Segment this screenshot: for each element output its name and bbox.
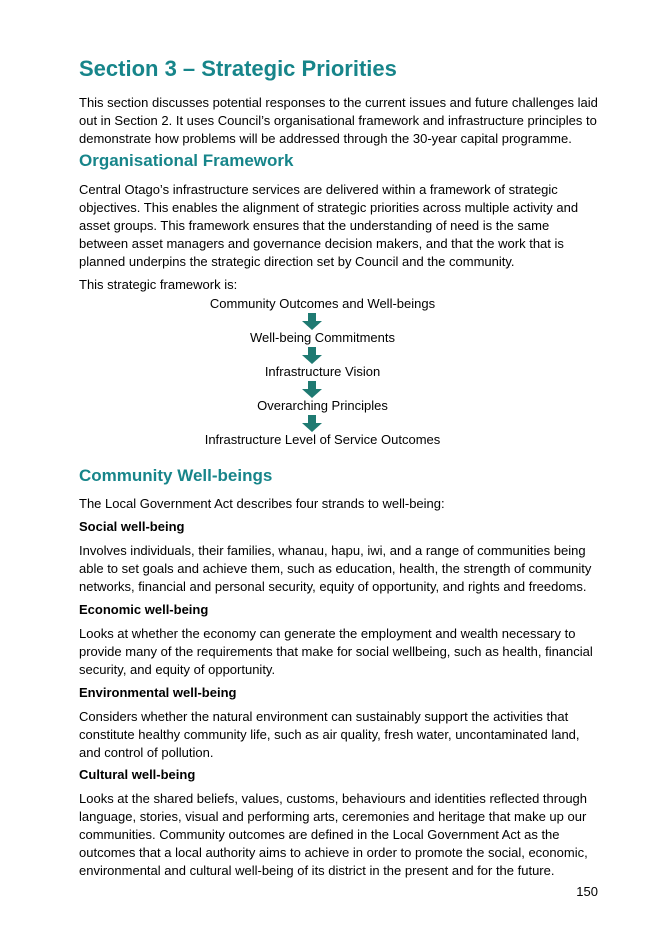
cultural-wellbeing-heading: Cultural well-being (79, 767, 196, 782)
down-arrow-icon (302, 415, 322, 432)
intro-line: out in Section 2. It uses Council’s organisational framework and infrastructure principles to (79, 113, 597, 128)
social-wellbeing-heading: Social well-being (79, 519, 185, 534)
down-arrow-icon (302, 313, 322, 330)
down-arrow-icon (302, 381, 322, 398)
environmental-wellbeing-line: Considers whether the natural environment can sustainably support the activities that (79, 709, 569, 724)
economic-wellbeing-heading: Economic well-being (79, 602, 209, 617)
environmental-wellbeing-heading: Environmental well-being (79, 685, 237, 700)
social-wellbeing-line: Involves individuals, their families, whanau, hapu, iwi, and a range of communities being (79, 543, 586, 558)
flow-step-wellbeing-commitments: Well-being Commitments (250, 330, 395, 345)
environmental-wellbeing-line: constitute healthy community life, such as air quality, fresh water, uncontaminated land, (79, 727, 580, 742)
intro-line: This section discusses potential responses to the current issues and future challenges laid (79, 95, 598, 110)
social-wellbeing-line: able to set goals and achieve them, such as education, health, the strength of community (79, 561, 592, 576)
flow-step-level-of-service-outcomes: Infrastructure Level of Service Outcomes (204, 432, 441, 447)
framework-lead-in: This strategic framework is: (79, 277, 238, 292)
economic-wellbeing-line: security, and equity of opportunity. (79, 662, 276, 677)
community-wellbeings-heading: Community Well-beings (79, 466, 273, 485)
cultural-wellbeing-line: communities. Community outcomes are defined in the Local Government Act as the (79, 827, 560, 842)
framework-body-line: asset groups. This framework ensures that the understanding of need is the same (79, 218, 550, 233)
flow-step-overarching-principles: Overarching Principles (257, 398, 388, 413)
framework-body-line: planned underpins the strategic direction set by Council and the community. (79, 254, 515, 269)
economic-wellbeing-line: Looks at whether the economy can generate the employment and wealth necessary to (79, 626, 576, 641)
cultural-wellbeing-line: Looks at the shared beliefs, values, customs, behaviours and identities reflected through (79, 791, 588, 806)
organisational-framework-heading: Organisational Framework (79, 151, 294, 170)
framework-body-line: Central Otago’s infrastructure services are delivered within a framework of strategic (79, 182, 558, 197)
framework-body-line: between asset managers and governance decision makers, and that the work that is (79, 236, 564, 251)
intro-line: demonstrate how problems will be addressed through the 30-year capital programme. (79, 131, 572, 146)
social-wellbeing-line: networks, financial and personal security, equity of opportunity, and rights and freedoms. (79, 579, 587, 594)
cultural-wellbeing-line: language, stories, visual and performing arts, ceremonies and heritage that make up our (79, 809, 587, 824)
environmental-wellbeing-line: and control of pollution. (79, 745, 214, 760)
page-number: 150 (576, 884, 598, 899)
economic-wellbeing-line: provide many of the requirements that make for social wellbeing, such as health, financial (79, 644, 593, 659)
cultural-wellbeing-line: environmental and cultural well-being of its district in the present and for the future. (79, 863, 555, 878)
cultural-wellbeing-line: outcomes that a local authority aims to achieve in order to promote the social, economic, (79, 845, 588, 860)
wellbeings-intro: The Local Government Act describes four strands to well-being: (79, 496, 445, 511)
framework-body-line: objectives. This enables the alignment of strategic priorities across multiple activity and (79, 200, 579, 215)
page-title: Section 3 – Strategic Priorities (79, 56, 397, 81)
flow-step-community-outcomes: Community Outcomes and Well-beings (209, 296, 436, 311)
flow-step-infrastructure-vision: Infrastructure Vision (264, 364, 381, 379)
down-arrow-icon (302, 347, 322, 364)
